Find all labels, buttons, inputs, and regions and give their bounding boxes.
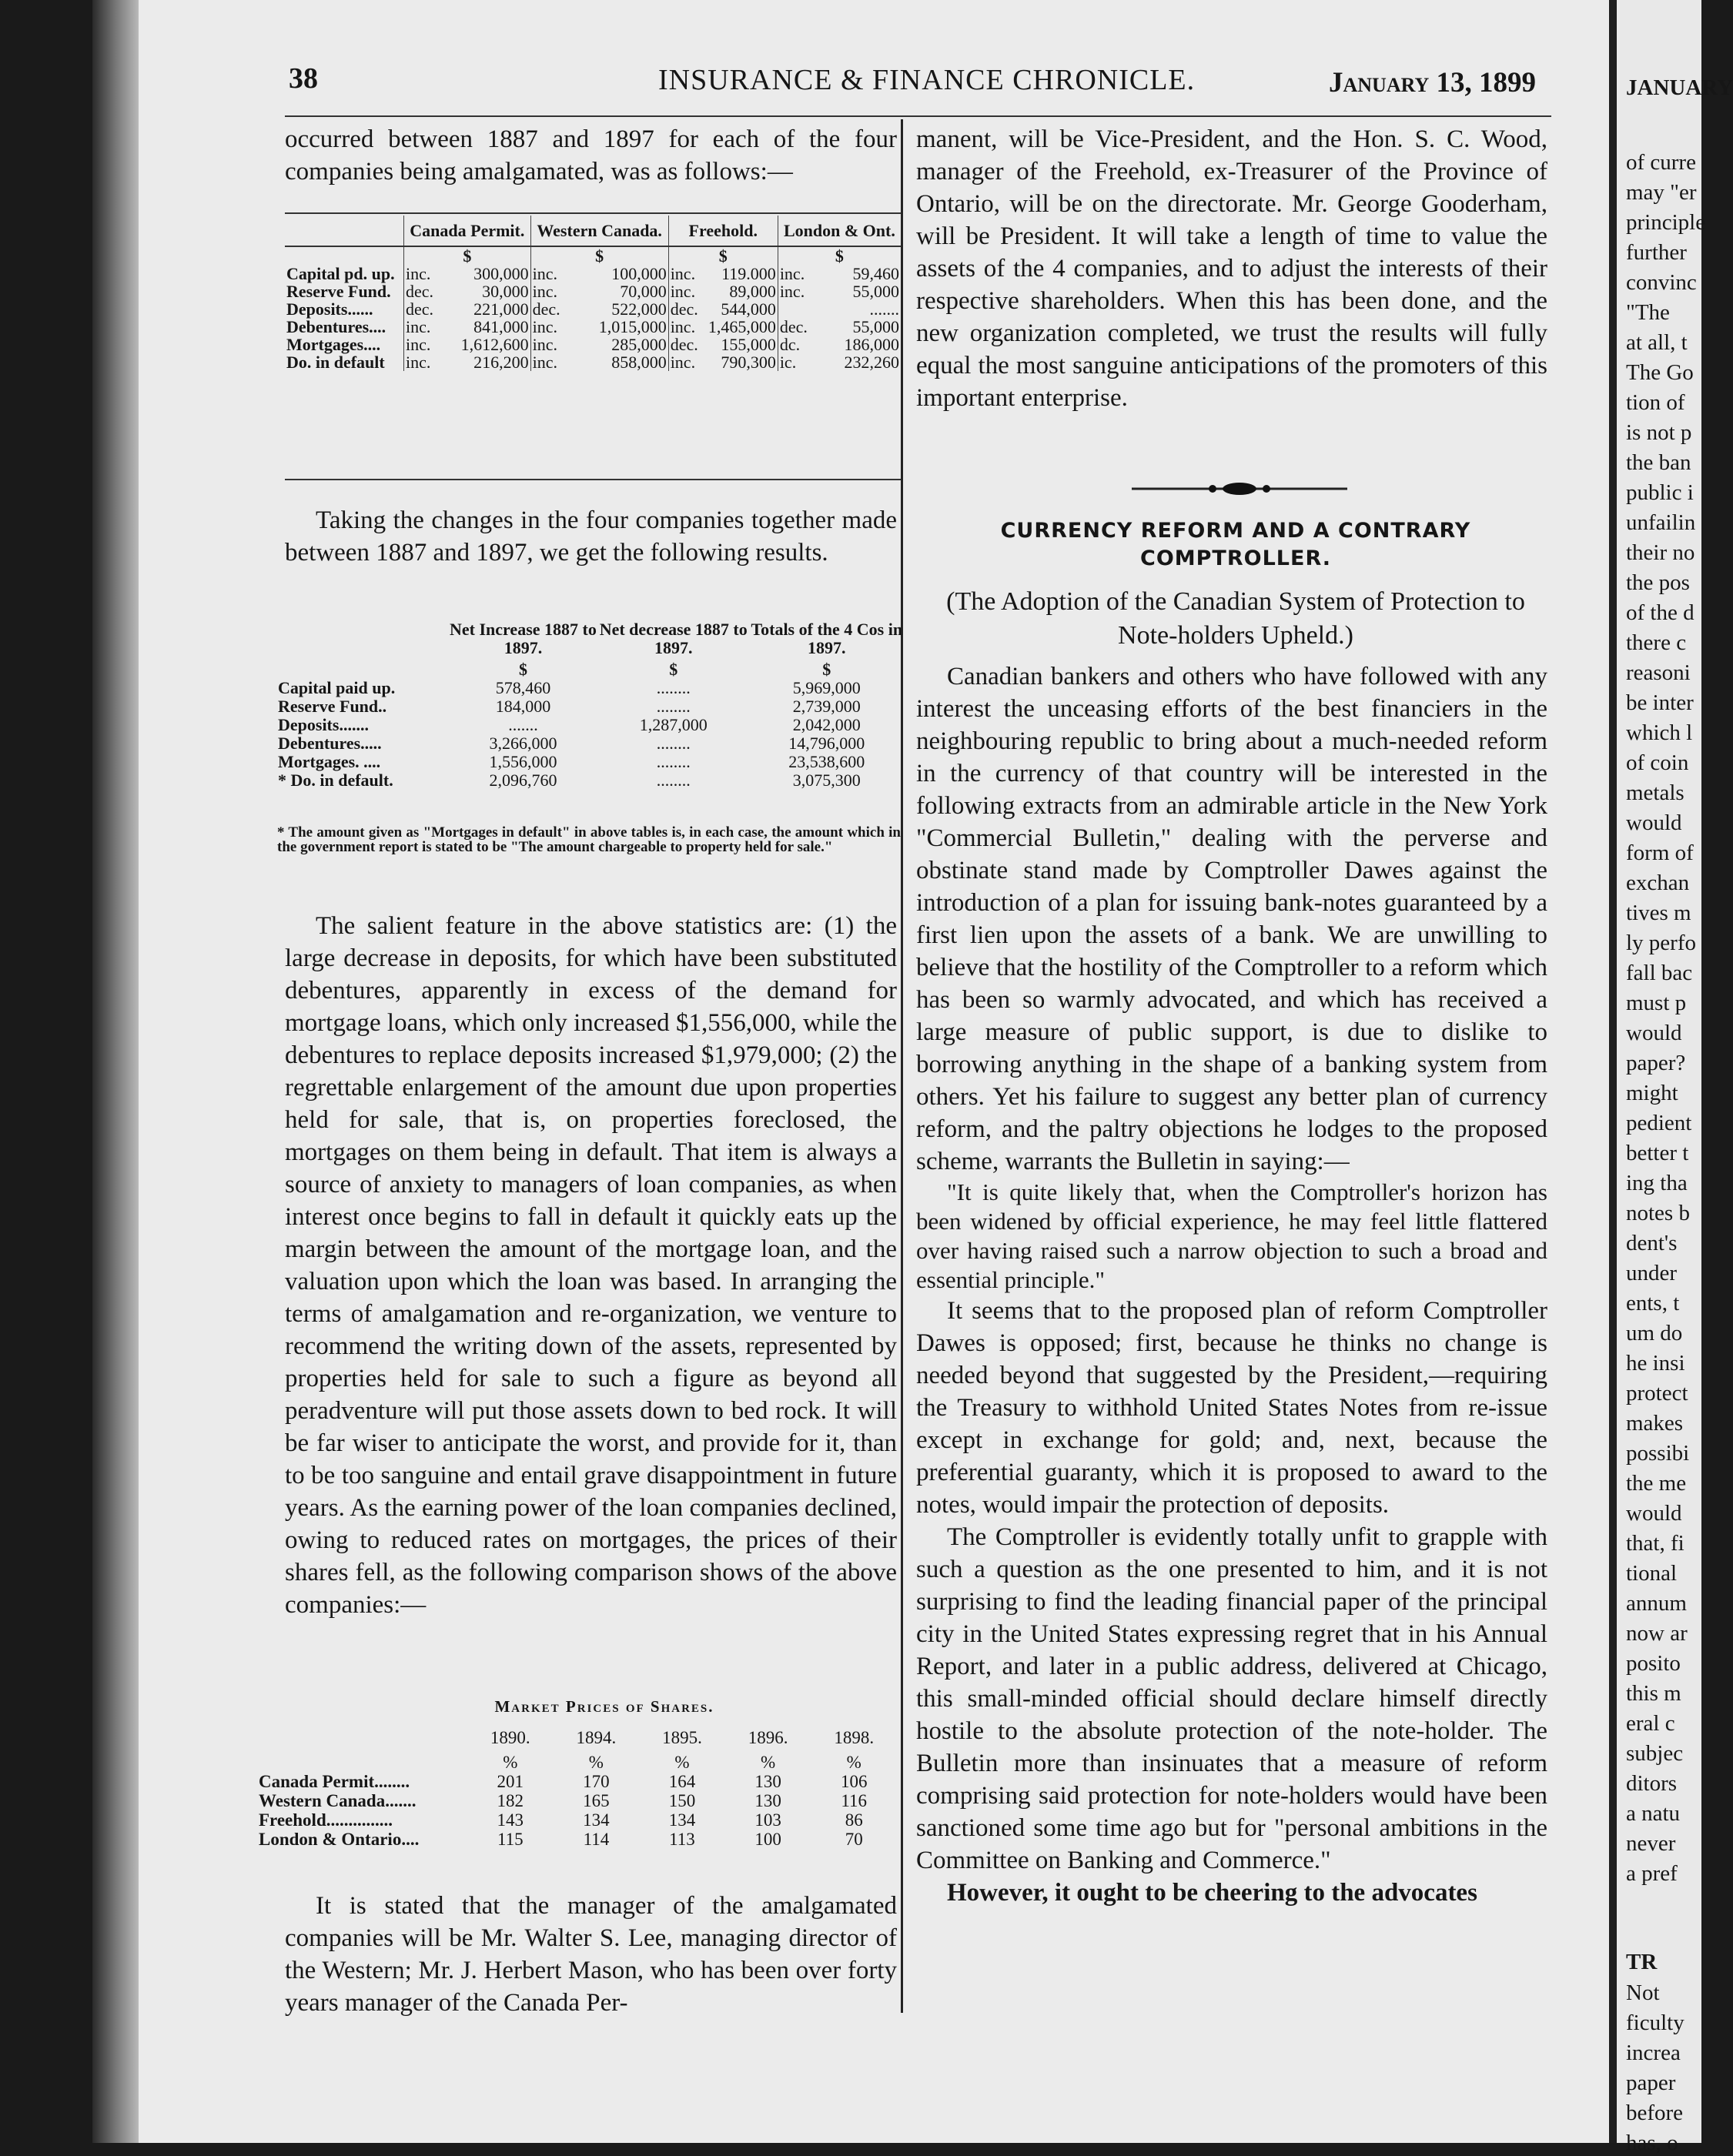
adjacent-page-line: annum xyxy=(1626,1591,1687,1616)
t2-row-label: * Do. in default. xyxy=(278,770,393,790)
t1-cell: inc. xyxy=(668,353,701,371)
market-row-label: Western Canada....... xyxy=(259,1791,417,1810)
adjacent-page-line: metals xyxy=(1626,781,1684,805)
adjacent-page-line: further xyxy=(1626,240,1687,265)
t1-cell: inc. xyxy=(530,353,573,371)
t2-cell: 2,739,000 xyxy=(792,697,861,716)
page-number: 38 xyxy=(289,62,318,95)
t1-cell: dec. xyxy=(778,318,821,336)
adjacent-page-line: um do xyxy=(1626,1321,1683,1345)
t1-unit-cell: $ xyxy=(530,246,668,265)
table-row xyxy=(285,282,901,300)
market-cell: 165 xyxy=(583,1791,610,1810)
adjacent-page-line: which l xyxy=(1626,720,1693,745)
adjacent-page-line: of curre xyxy=(1626,150,1696,175)
t1-cell: inc. xyxy=(404,336,443,353)
t1-cell: 232,260 xyxy=(844,353,899,372)
header-rule xyxy=(285,115,1551,117)
market-unit-cell: % xyxy=(846,1753,861,1772)
adjacent-page-line: never xyxy=(1626,1831,1676,1856)
table1-bottom-rule xyxy=(285,479,901,480)
opposition-paragraph: It seems that to the proposed plan of reform Comptroller Dawes is opposed; first, because he thinks no change is needed beyond that suggested by the President,—requiring the Treasury to withhold United States Notes from re-issue except in exchange for gold; and, next, because the preferential guaranty, which it is proposed to award to the notes, would impair the protection of deposits. xyxy=(916,1297,1547,1519)
table-row xyxy=(277,679,905,697)
column-rule xyxy=(901,119,903,2013)
right-para1 xyxy=(916,123,1547,414)
market-cell: 100 xyxy=(754,1830,781,1849)
adjacent-page-line: ents, t xyxy=(1626,1291,1680,1315)
adjacent-page-fragment xyxy=(1609,0,1733,2155)
adjacent-page-line: reasoni xyxy=(1626,660,1691,685)
adjacent-page-line: their no xyxy=(1626,540,1695,565)
t1-unit-cell: $ xyxy=(404,246,531,265)
totals-table xyxy=(277,620,905,790)
market-cell: 86 xyxy=(845,1810,863,1830)
t1-cell: inc. xyxy=(404,318,443,336)
t1-cell: 89,000 xyxy=(729,282,776,301)
t2-cell: 5,969,000 xyxy=(792,678,861,697)
adjacent-page-line: paper? xyxy=(1626,1051,1686,1075)
market-year-header: 1895. xyxy=(662,1728,702,1747)
t2-cell: 14,796,000 xyxy=(788,734,865,753)
adjacent-page-line: better t xyxy=(1626,1141,1689,1165)
t2-unit-cell: $ xyxy=(669,660,678,679)
table1-top-rule xyxy=(285,212,901,214)
market-cell: 201 xyxy=(497,1772,524,1791)
adjacent-page-line: dent's xyxy=(1626,1231,1678,1255)
t1-cell: 790,300 xyxy=(721,353,776,372)
adjacent-page-line: be inter xyxy=(1626,690,1694,715)
t1-row-label: Debentures.... xyxy=(286,317,386,336)
t1-cell: dec. xyxy=(404,300,443,318)
t1-unit-cell: $ xyxy=(668,246,778,265)
t1-cell: 858,000 xyxy=(611,353,667,372)
table-row xyxy=(285,300,901,318)
t1-cell: inc. xyxy=(530,265,573,282)
adjacent-page-line: increa xyxy=(1626,2041,1681,2065)
t2-cell: 3,075,300 xyxy=(792,770,861,790)
t1-cell: 522,000 xyxy=(611,299,667,319)
t1-cell: ....... xyxy=(869,299,899,319)
t2-row-label: Reserve Fund.. xyxy=(278,697,387,716)
article-subheading: (The Adoption of the Canadian System of Protection to Note-holders Upheld.) xyxy=(946,587,1525,650)
t1-cell: inc. xyxy=(404,265,443,282)
left-para4 xyxy=(285,1890,897,2019)
adjacent-page-line: he insi xyxy=(1626,1351,1685,1375)
adjacent-page-line: makes xyxy=(1626,1411,1684,1436)
closing-line: However, it ought to be cheering to the advocates xyxy=(947,1879,1477,1907)
t2-row-label: Debentures..... xyxy=(278,734,382,753)
table-row xyxy=(277,697,905,716)
adjacent-page-line: tives m xyxy=(1626,901,1691,925)
table-row xyxy=(258,1772,897,1791)
t1-cell: 55,000 xyxy=(852,282,899,301)
t1-cell: 119.000 xyxy=(721,264,776,283)
adjacent-page-line: the ban xyxy=(1626,450,1691,475)
market-year-header: 1894. xyxy=(576,1728,617,1747)
t1-cell: 186,000 xyxy=(844,335,899,354)
market-unit-cell: % xyxy=(674,1753,690,1772)
t1-row-label: Deposits...... xyxy=(286,299,373,319)
salient-paragraph: The salient feature in the above statistics are: (1) the large decrease in deposits, for which have been substituted debentures, apparently in excess of the demand for mortgage loans, which only increased $1,556,000, while the debentures to replace deposits increased $1,979,000; (2) the regrettable enlargement of the amount due upon properties held for sale, that is, on properties foreclosed, the mortgages on them being in default. That item is always a source of anxiety to managers of loan companies, as when interest once begins to fall in default it quickly eats up the margin between the amount of the mortgage loan, and the valuation upon which the loan was based. In arranging the terms of amalgamation and re-organization, we venture to recommend the writing down of the assets, represented by properties held for sale to such a figure as beyond all peradventure will put those assets down to bed rock. It will be far wiser to anticipate the worst, and provide for it, than to be too sanguine and entail grave disappointment in future years. As the earning power of the loan companies declined, owing to reduced rates on mortgages, the prices of their shares fell, as the following comparison shows of the above companies:— xyxy=(285,912,897,1619)
adjacent-page-line: would xyxy=(1626,811,1682,835)
issue-date: January 13, 1899 xyxy=(1329,67,1536,99)
t2-cell: ........ xyxy=(656,770,691,790)
market-cell: 103 xyxy=(754,1810,781,1830)
left-para2 xyxy=(285,504,897,569)
t1-cell: 221,000 xyxy=(473,299,529,319)
adjacent-page-line: ficulty xyxy=(1626,2011,1684,2035)
market-unit-row xyxy=(258,1753,897,1772)
market-row-label: London & Ontario.... xyxy=(259,1830,420,1849)
adjacent-page-line: eral c xyxy=(1626,1711,1675,1736)
adjacent-page-line: must p xyxy=(1626,991,1687,1015)
market-year-header: 1890. xyxy=(490,1728,530,1747)
adjacent-page-line: the pos xyxy=(1626,570,1690,595)
t2-header-1: Net decrease 1887 to 1897. xyxy=(599,620,748,657)
market-cell: 143 xyxy=(497,1810,524,1830)
market-cell: 150 xyxy=(668,1791,696,1810)
t1-cell: dc. xyxy=(778,336,821,353)
t2-cell: 1,287,000 xyxy=(639,715,708,734)
heading-line-2: COMPTROLLER. xyxy=(1140,547,1331,570)
t1-row-label: Reserve Fund. xyxy=(286,282,391,301)
market-prices-title: Market Prices of Shares. xyxy=(494,1697,714,1716)
bulletin-quote: "It is quite likely that, when the Comptroller's horizon has been widened by official experience, he may feel little flattered over having raised such a narrow objection to such a broad and essential principle." xyxy=(916,1178,1547,1293)
adjacent-page-line: "The xyxy=(1626,300,1670,325)
publication-title: INSURANCE & FINANCE CHRONICLE. xyxy=(658,64,1196,96)
market-cell: 170 xyxy=(583,1772,610,1791)
t1-header-2: Freehold. xyxy=(668,216,778,246)
adjacent-page-line: fall bac xyxy=(1626,961,1693,985)
t1-cell: dec. xyxy=(530,300,573,318)
t2-cell: ........ xyxy=(656,752,691,771)
t1-unit-spacer xyxy=(285,246,404,265)
adjacent-page-line: TR xyxy=(1626,1950,1658,1974)
adjacent-page-line: unfailin xyxy=(1626,510,1696,535)
changes-table xyxy=(285,216,901,371)
adjacent-page-line: posito xyxy=(1626,1651,1681,1676)
t2-unit-row xyxy=(277,660,905,679)
adjacent-page-line: has, o xyxy=(1626,2131,1678,2155)
t1-cell: 155,000 xyxy=(721,335,776,354)
left-para3 xyxy=(285,910,897,1621)
article-heading xyxy=(928,517,1544,573)
market-cell: 114 xyxy=(583,1830,610,1849)
table-row xyxy=(258,1810,897,1830)
t2-cell: 2,042,000 xyxy=(792,715,861,734)
t1-unit-cell: $ xyxy=(778,246,901,265)
adjacent-page-line: is not p xyxy=(1626,420,1692,445)
left-intro xyxy=(285,123,897,188)
t2-cell: ........ xyxy=(656,678,691,697)
market-cell: 106 xyxy=(840,1772,868,1791)
manager-paragraph: It is stated that the manager of the amalgamated companies will be Mr. Walter S. Lee, managing director of the Western; Mr. J. Herbert Mason, who has been over forty years manager of the Canada Per- xyxy=(285,1892,897,2017)
market-cell: 134 xyxy=(583,1810,610,1830)
intro-article-paragraph: Canadian bankers and others who have followed with any interest the unceasing efforts of the best financiers in the neighbouring republic to bring about a much-needed reform in the currency of that country will be interested in the following extracts from an admirable article in the New York "Commercial Bulletin," dealing with the perverse and obstinate stand made by Comptroller Dawes against the introduction of a plan for issuing bank-notes guaranteed by a first lien upon the assets of a bank. We are unwilling to believe that the hostility of the Comptroller to a reform which has been so warmly advocated, and which has received a large measure of public support, is due to dislike to borrowing anything in the shape of a banking system from others. Yet his failure to suggest any better plan of currency reform, and the paltry objections he lodges to the proposed scheme, warrants the Bulletin in saying:— xyxy=(916,663,1547,1175)
market-cell: 116 xyxy=(841,1791,868,1810)
t1-cell: 1,465,000 xyxy=(708,317,776,336)
t2-cell: 184,000 xyxy=(495,697,551,716)
adjacent-page-line: public i xyxy=(1626,480,1694,505)
t1-cell: 30,000 xyxy=(482,282,529,301)
t2-cell: 23,538,600 xyxy=(788,752,865,771)
table-row xyxy=(285,336,901,353)
market-unit-cell: % xyxy=(760,1753,776,1772)
t1-cell: dec. xyxy=(668,336,701,353)
t1-cell: 1,612,600 xyxy=(460,335,529,354)
heading-line-1: CURRENCY REFORM AND A CONTRARY xyxy=(1000,519,1471,543)
adjacent-page-line: a natu xyxy=(1626,1801,1681,1826)
t2-header-0: Net Increase 1887 to 1897. xyxy=(450,620,597,657)
t2-unit-cell: $ xyxy=(822,660,831,679)
t1-row-label: Do. in default xyxy=(286,353,385,372)
adjacent-page-line: paper xyxy=(1626,2071,1676,2095)
adjacent-page-line: principle xyxy=(1626,210,1706,235)
t2-unit-spacer xyxy=(277,660,448,679)
adjacent-page-line: a pref xyxy=(1626,1861,1678,1886)
adjacent-page-line: ly perfo xyxy=(1626,931,1696,955)
section-ornament xyxy=(1132,481,1347,496)
market-cell: 115 xyxy=(497,1830,524,1849)
t1-header-1: Western Canada. xyxy=(530,216,668,246)
market-cell: 130 xyxy=(754,1772,781,1791)
adjacent-page-line: before xyxy=(1626,2101,1684,2125)
adjacent-page-line: of coin xyxy=(1626,750,1689,775)
adjacent-page-line: The Go xyxy=(1626,360,1694,385)
t1-cell: 544,000 xyxy=(721,299,776,319)
t1-cell: inc. xyxy=(778,265,821,282)
adjacent-page-line: now ar xyxy=(1626,1621,1688,1646)
t1-cell: inc. xyxy=(404,353,443,371)
adjacent-page-line: under xyxy=(1626,1261,1678,1285)
adjacent-page-line: notes b xyxy=(1626,1201,1690,1225)
adjacent-page-line: form of xyxy=(1626,841,1694,865)
t2-cell: ........ xyxy=(656,734,691,753)
market-year-header: 1898. xyxy=(834,1728,875,1747)
adjacent-page-line: pedient xyxy=(1626,1111,1692,1135)
t2-row-label: Capital paid up. xyxy=(278,678,396,697)
t2-header-2: Totals of the 4 Cos in 1897. xyxy=(751,620,903,657)
results-paragraph: Taking the changes in the four companies together made between 1887 and 1897, we get the following results. xyxy=(285,506,897,567)
table-footnote: * The amount given as "Mortgages in default" in above tables is, in each case, the amount which in the government report is stated to be "The amount chargeable to property held for sale." xyxy=(277,824,901,855)
t1-cell: dec. xyxy=(404,282,443,300)
market-unit-cell: % xyxy=(503,1753,518,1772)
table-row xyxy=(285,353,901,371)
adjacent-page-line: that, fi xyxy=(1626,1531,1684,1556)
adjacent-page-line: JANUARY xyxy=(1626,75,1733,100)
t1-cell: inc. xyxy=(530,282,573,300)
t1-cell: inc. xyxy=(778,282,821,300)
t1-header-3: London & Ont. xyxy=(778,216,901,246)
adjacent-page-line: the me xyxy=(1626,1471,1687,1496)
t2-cell: ........ xyxy=(656,697,691,716)
market-cell: 113 xyxy=(669,1830,695,1849)
t1-cell: 1,015,000 xyxy=(598,317,667,336)
t1-cell: 70,000 xyxy=(620,282,667,301)
unfit-paragraph: The Comptroller is evidently totally unfit to grapple with such a question as the one presented to him, and it is not surprising to find the leading financial paper of the principal city in the United States expressing regret that in his Annual Report, and later in a public address, delivered at Chicago, this small-minded official should declare himself directly hostile to the absolute protection of the note-holder. The Bulletin more than insinuates that a measure of reform comprising said protection for note-holders would have been sanctioned some time ago but for "personal ambitions in the Committee on Banking and Commerce." xyxy=(916,1523,1547,1874)
t1-row-label: Capital pd. up. xyxy=(286,264,395,283)
market-cell: 130 xyxy=(754,1791,781,1810)
t1-cell: 285,000 xyxy=(611,335,667,354)
t2-cell: 2,096,760 xyxy=(489,770,557,790)
market-cell: 70 xyxy=(845,1830,863,1849)
market-row-label: Freehold............... xyxy=(259,1810,393,1830)
t1-header-0: Canada Permit. xyxy=(404,216,531,246)
t2-unit-cell: $ xyxy=(518,660,527,679)
t2-row-label: Mortgages. .... xyxy=(278,752,381,771)
table-row xyxy=(285,318,901,336)
adjacent-page-line: would xyxy=(1626,1501,1682,1526)
continued-paragraph: manent, will be Vice-President, and the Hon. S. C. Wood, manager of the Freehold, ex-Treasurer of the Province of Ontario, will be on the directorate. Mr. George Gooderham, will be President. It will take a length of time to value the assets of the 4 companies, and to adjust the interests of their respective shareholders. When this has been done, and the new organization completed, we trust the results will fully equal the most sanguine anticipations of the promoters of this important enterprise. xyxy=(916,125,1547,412)
adjacent-page-line: tional xyxy=(1626,1561,1678,1586)
adjacent-page-line: ing tha xyxy=(1626,1171,1688,1195)
intro-paragraph: occurred between 1887 and 1897 for each of the four companies being amalgamated, was as follows:— xyxy=(285,125,897,186)
t1-cell: 55,000 xyxy=(852,317,899,336)
t1-cell: 59,460 xyxy=(852,264,899,283)
t1-cell xyxy=(778,300,821,318)
t2-cell: 1,556,000 xyxy=(489,752,557,771)
adjacent-page-line: tion of xyxy=(1626,390,1685,415)
t2-cell: 3,266,000 xyxy=(489,734,557,753)
market-unit-spacer xyxy=(258,1753,467,1772)
t1-cell: ic. xyxy=(778,353,821,371)
running-header xyxy=(289,62,1551,108)
adjacent-page-line: at all, t xyxy=(1626,330,1688,355)
market-cell: 182 xyxy=(497,1791,524,1810)
t1-row-label: Mortgages.... xyxy=(286,335,381,354)
adjacent-page-line: might xyxy=(1626,1081,1678,1105)
adjacent-page-line: convinc xyxy=(1626,270,1697,295)
adjacent-page-line: subjec xyxy=(1626,1741,1684,1766)
adjacent-page-line: there c xyxy=(1626,630,1687,655)
table-row xyxy=(277,716,905,734)
market-cell: 164 xyxy=(668,1772,696,1791)
market-unit-cell: % xyxy=(588,1753,604,1772)
adjacent-page-line: may "er xyxy=(1626,180,1697,205)
t1-cell: inc. xyxy=(668,282,701,300)
t1-cell: dec. xyxy=(668,300,701,318)
adjacent-page-line: protect xyxy=(1626,1381,1688,1406)
market-prices-table xyxy=(258,1728,897,1849)
t1-unit-row xyxy=(285,246,901,265)
adjacent-page-line: possibi xyxy=(1626,1441,1690,1466)
adjacent-page-line: would xyxy=(1626,1021,1682,1045)
t1-cell: 300,000 xyxy=(473,264,529,283)
t2-cell: ....... xyxy=(508,715,538,734)
table-row xyxy=(277,734,905,753)
market-row-label: Canada Permit........ xyxy=(259,1772,410,1791)
table-row xyxy=(258,1830,897,1849)
t1-cell: inc. xyxy=(668,265,701,282)
adjacent-page-line: ditors xyxy=(1626,1771,1678,1796)
t1-cell: 841,000 xyxy=(473,317,529,336)
t2-cell: 578,460 xyxy=(495,678,551,697)
t1-cell: inc. xyxy=(530,318,573,336)
table-row xyxy=(277,753,905,771)
t1-cell: 216,200 xyxy=(473,353,529,372)
t1-cell: inc. xyxy=(530,336,573,353)
adjacent-page-line: of the d xyxy=(1626,600,1695,625)
t1-cell: inc. xyxy=(668,318,701,336)
right-body xyxy=(916,660,1547,1909)
table-row xyxy=(277,771,905,790)
adjacent-page-line: this m xyxy=(1626,1681,1681,1706)
t1-cell: 100,000 xyxy=(611,264,667,283)
t2-row-label: Deposits....... xyxy=(278,715,369,734)
table-row xyxy=(285,265,901,282)
market-cell: 134 xyxy=(668,1810,696,1830)
adjacent-page-line: Not xyxy=(1626,1981,1660,2005)
market-year-header: 1896. xyxy=(748,1728,788,1747)
table-row xyxy=(258,1791,897,1810)
adjacent-page-line: exchan xyxy=(1626,871,1690,895)
